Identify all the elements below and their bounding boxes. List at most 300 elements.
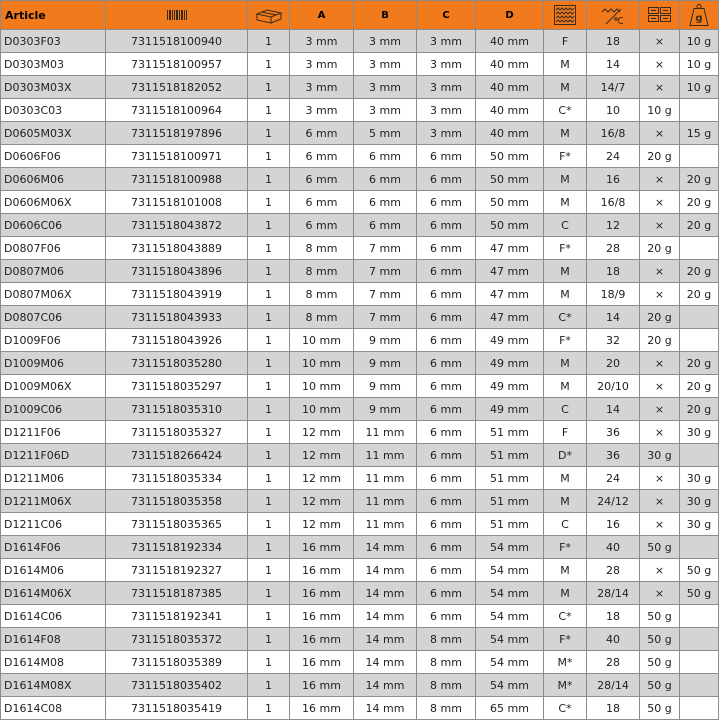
quantity-cell: 1 (248, 306, 290, 329)
table-row (1, 375, 719, 398)
ean-cell: 7311518182052 (106, 76, 248, 99)
article-cell: D0807M06X (1, 283, 106, 306)
pattern-cell: × (640, 191, 680, 214)
ean-cell: 7311518100940 (106, 30, 248, 53)
weight-cell: 10 g (680, 30, 719, 53)
weight-cell (680, 628, 719, 651)
dimension-a-cell: 3 mm (290, 30, 354, 53)
quantity-cell: 1 (248, 30, 290, 53)
pattern-cell: × (640, 214, 680, 237)
type-cell: M (544, 490, 587, 513)
dimension-c-cell: 6 mm (417, 559, 476, 582)
header-d: D (476, 1, 544, 30)
article-cell: D1614M06 (1, 559, 106, 582)
temperature-cell: 24/12 (587, 490, 640, 513)
type-cell: C (544, 398, 587, 421)
dimension-b-cell: 7 mm (354, 260, 417, 283)
temperature-cell: 28 (587, 651, 640, 674)
dimension-a-cell: 8 mm (290, 237, 354, 260)
dimension-d-cell: 51 mm (476, 467, 544, 490)
dimension-a-cell: 6 mm (290, 214, 354, 237)
temperature-cell: 36 (587, 421, 640, 444)
pattern-cell: 20 g (640, 306, 680, 329)
article-cell: D1614M06X (1, 582, 106, 605)
weight-cell: 20 g (680, 283, 719, 306)
temperature-cell: 16/8 (587, 191, 640, 214)
dimension-a-cell: 16 mm (290, 605, 354, 628)
dimension-b-cell: 11 mm (354, 444, 417, 467)
dimension-b-cell: 5 mm (354, 122, 417, 145)
article-cell: D1211C06 (1, 513, 106, 536)
pattern-cell: × (640, 283, 680, 306)
dimension-a-cell: 12 mm (290, 467, 354, 490)
dimension-c-cell: 3 mm (417, 30, 476, 53)
ean-cell: 7311518035334 (106, 467, 248, 490)
dimension-d-cell: 50 mm (476, 168, 544, 191)
dimension-b-cell: 11 mm (354, 490, 417, 513)
quantity-cell: 1 (248, 697, 290, 720)
ean-cell: 7311518192327 (106, 559, 248, 582)
quantity-cell: 1 (248, 352, 290, 375)
dimension-b-cell: 9 mm (354, 375, 417, 398)
article-cell: D0303C03 (1, 99, 106, 122)
temperature-cell: 18 (587, 697, 640, 720)
quantity-cell: 1 (248, 168, 290, 191)
dimension-a-cell: 16 mm (290, 582, 354, 605)
weight-cell: 15 g (680, 122, 719, 145)
dimension-b-cell: 3 mm (354, 53, 417, 76)
table-body (1, 30, 719, 720)
article-cell: D1009C06 (1, 398, 106, 421)
ean-cell: 7311518035372 (106, 628, 248, 651)
weight-cell (680, 697, 719, 720)
quantity-cell: 1 (248, 421, 290, 444)
table-row (1, 191, 719, 214)
ean-cell: 7311518035297 (106, 375, 248, 398)
temperature-cell: 16 (587, 513, 640, 536)
article-cell: D0606F06 (1, 145, 106, 168)
dimension-c-cell: 8 mm (417, 697, 476, 720)
header-b: B (354, 1, 417, 30)
dimension-a-cell: 16 mm (290, 536, 354, 559)
pattern-cell: × (640, 168, 680, 191)
pattern-cell: × (640, 76, 680, 99)
dimension-b-cell: 11 mm (354, 513, 417, 536)
weight-cell: 20 g (680, 168, 719, 191)
pattern-cell: × (640, 467, 680, 490)
dimension-c-cell: 8 mm (417, 628, 476, 651)
ean-cell: 7311518100957 (106, 53, 248, 76)
table-row (1, 421, 719, 444)
type-cell: M (544, 283, 587, 306)
dimension-b-cell: 11 mm (354, 467, 417, 490)
dimension-c-cell: 6 mm (417, 283, 476, 306)
dimension-d-cell: 40 mm (476, 30, 544, 53)
dimension-d-cell: 50 mm (476, 214, 544, 237)
type-cell: F (544, 30, 587, 53)
dimension-a-cell: 3 mm (290, 53, 354, 76)
dimension-a-cell: 6 mm (290, 191, 354, 214)
weight-cell: 20 g (680, 191, 719, 214)
dimension-d-cell: 40 mm (476, 53, 544, 76)
dimension-a-cell: 10 mm (290, 398, 354, 421)
temperature-cell: 12 (587, 214, 640, 237)
weight-cell (680, 306, 719, 329)
table-row (1, 237, 719, 260)
dimension-a-cell: 10 mm (290, 329, 354, 352)
pattern-cell: 50 g (640, 697, 680, 720)
article-cell: D0303M03 (1, 53, 106, 76)
article-cell: D0807F06 (1, 237, 106, 260)
quantity-cell: 1 (248, 53, 290, 76)
dimension-c-cell: 6 mm (417, 191, 476, 214)
temperature-cell: 36 (587, 444, 640, 467)
pattern-cell: 10 g (640, 99, 680, 122)
quantity-cell: 1 (248, 490, 290, 513)
weight-cell: 20 g (680, 375, 719, 398)
dimension-c-cell: 6 mm (417, 214, 476, 237)
quantity-cell: 1 (248, 260, 290, 283)
type-cell: M (544, 168, 587, 191)
quantity-cell: 1 (248, 651, 290, 674)
temperature-cell: 16/8 (587, 122, 640, 145)
article-cell: D0606C06 (1, 214, 106, 237)
table-row (1, 30, 719, 53)
article-cell: D1614F08 (1, 628, 106, 651)
ean-cell: 7311518100964 (106, 99, 248, 122)
weight-cell (680, 444, 719, 467)
dimension-a-cell: 16 mm (290, 559, 354, 582)
article-cell: D1009M06 (1, 352, 106, 375)
article-cell: D1009M06X (1, 375, 106, 398)
article-cell: D1009F06 (1, 329, 106, 352)
temperature-cell: 32 (587, 329, 640, 352)
dimension-c-cell: 6 mm (417, 513, 476, 536)
table-row (1, 122, 719, 145)
dimension-d-cell: 54 mm (476, 605, 544, 628)
weight-cell (680, 536, 719, 559)
dimension-a-cell: 16 mm (290, 697, 354, 720)
temperature-cell: 20 (587, 352, 640, 375)
dimension-c-cell: 6 mm (417, 168, 476, 191)
weight-cell: 30 g (680, 421, 719, 444)
type-cell: F* (544, 628, 587, 651)
dimension-b-cell: 14 mm (354, 651, 417, 674)
temperature-cell: 40 (587, 536, 640, 559)
dimension-b-cell: 11 mm (354, 421, 417, 444)
pattern-cell: × (640, 513, 680, 536)
pattern-cell: 50 g (640, 605, 680, 628)
quantity-cell: 1 (248, 76, 290, 99)
dimension-c-cell: 3 mm (417, 53, 476, 76)
dimension-c-cell: 8 mm (417, 674, 476, 697)
dimension-b-cell: 14 mm (354, 559, 417, 582)
dimension-a-cell: 6 mm (290, 122, 354, 145)
temperature-cell: 28/14 (587, 582, 640, 605)
pattern-cell: × (640, 421, 680, 444)
ean-cell: 7311518100988 (106, 168, 248, 191)
table-row (1, 513, 719, 536)
pattern-cell: × (640, 375, 680, 398)
temperature-cell: 14 (587, 53, 640, 76)
quantity-cell: 1 (248, 398, 290, 421)
type-cell: F (544, 421, 587, 444)
pattern-cell: 20 g (640, 237, 680, 260)
ean-cell: 7311518043926 (106, 329, 248, 352)
dimension-b-cell: 9 mm (354, 329, 417, 352)
dimension-d-cell: 51 mm (476, 513, 544, 536)
dimension-c-cell: 3 mm (417, 99, 476, 122)
weight-cell: 30 g (680, 467, 719, 490)
table-row (1, 168, 719, 191)
temperature-cell: 18 (587, 30, 640, 53)
pattern-cell: 30 g (640, 444, 680, 467)
pattern-cell: 20 g (640, 329, 680, 352)
quantity-cell: 1 (248, 582, 290, 605)
article-cell: D1614M08 (1, 651, 106, 674)
temperature-cell: 18 (587, 260, 640, 283)
table-row (1, 329, 719, 352)
dimension-a-cell: 6 mm (290, 145, 354, 168)
type-cell: F* (544, 536, 587, 559)
pattern-cell: × (640, 490, 680, 513)
quantity-cell: 1 (248, 559, 290, 582)
dimension-a-cell: 16 mm (290, 628, 354, 651)
quantity-cell: 1 (248, 283, 290, 306)
header-temperature (587, 1, 640, 30)
dimension-d-cell: 51 mm (476, 490, 544, 513)
dimension-b-cell: 14 mm (354, 536, 417, 559)
table-row (1, 76, 719, 99)
pattern-cell: × (640, 352, 680, 375)
weight-cell: 30 g (680, 490, 719, 513)
type-cell: M (544, 559, 587, 582)
temperature-cell: 18 (587, 605, 640, 628)
dimension-d-cell: 40 mm (476, 99, 544, 122)
table-row (1, 306, 719, 329)
weight-icon (686, 3, 712, 27)
dimension-b-cell: 6 mm (354, 168, 417, 191)
weight-cell (680, 145, 719, 168)
table-row (1, 283, 719, 306)
header-a: A (290, 1, 354, 30)
dimension-b-cell: 6 mm (354, 214, 417, 237)
dimension-c-cell: 6 mm (417, 237, 476, 260)
pattern-cell: 20 g (640, 145, 680, 168)
table-row (1, 490, 719, 513)
weight-cell (680, 329, 719, 352)
weight-cell: 10 g (680, 53, 719, 76)
table-row (1, 628, 719, 651)
dimension-d-cell: 47 mm (476, 260, 544, 283)
dimension-b-cell: 14 mm (354, 674, 417, 697)
ean-cell: 7311518192341 (106, 605, 248, 628)
dimension-a-cell: 12 mm (290, 513, 354, 536)
weight-cell: 10 g (680, 76, 719, 99)
dimension-a-cell: 16 mm (290, 651, 354, 674)
weight-cell: 50 g (680, 559, 719, 582)
article-cell: D0807C06 (1, 306, 106, 329)
weight-cell: 20 g (680, 260, 719, 283)
quantity-cell: 1 (248, 444, 290, 467)
article-cell: D0303M03X (1, 76, 106, 99)
pattern-cell: 50 g (640, 628, 680, 651)
dimension-c-cell: 6 mm (417, 352, 476, 375)
table-row (1, 99, 719, 122)
temperature-icon (600, 4, 626, 26)
ean-cell: 7311518043933 (106, 306, 248, 329)
dimension-a-cell: 8 mm (290, 260, 354, 283)
dimension-c-cell: 8 mm (417, 651, 476, 674)
temperature-cell: 16 (587, 168, 640, 191)
quantity-cell: 1 (248, 375, 290, 398)
type-cell: C* (544, 697, 587, 720)
ean-cell: 7311518035358 (106, 490, 248, 513)
dimension-d-cell: 40 mm (476, 76, 544, 99)
table-row (1, 214, 719, 237)
weight-cell: 20 g (680, 352, 719, 375)
table-row (1, 444, 719, 467)
ean-cell: 7311518197896 (106, 122, 248, 145)
barcode-icon (166, 9, 188, 21)
article-cell: D0605M03X (1, 122, 106, 145)
dimension-a-cell: 3 mm (290, 99, 354, 122)
table-header (1, 1, 719, 30)
temperature-cell: 14/7 (587, 76, 640, 99)
type-cell: M (544, 76, 587, 99)
dimension-c-cell: 6 mm (417, 536, 476, 559)
header-pattern (640, 1, 680, 30)
type-cell: M (544, 375, 587, 398)
temperature-cell: 18/9 (587, 283, 640, 306)
dimension-c-cell: 3 mm (417, 122, 476, 145)
article-cell: D1211F06 (1, 421, 106, 444)
dimension-a-cell: 16 mm (290, 674, 354, 697)
weight-cell (680, 237, 719, 260)
temperature-cell: 28 (587, 237, 640, 260)
dimension-d-cell: 49 mm (476, 375, 544, 398)
quantity-cell: 1 (248, 122, 290, 145)
dimension-d-cell: 50 mm (476, 145, 544, 168)
type-cell: C (544, 513, 587, 536)
quantity-cell: 1 (248, 329, 290, 352)
dimension-d-cell: 47 mm (476, 237, 544, 260)
dimension-b-cell: 3 mm (354, 76, 417, 99)
pattern-cell: × (640, 559, 680, 582)
dimension-d-cell: 54 mm (476, 674, 544, 697)
dimension-b-cell: 14 mm (354, 697, 417, 720)
quantity-cell: 1 (248, 237, 290, 260)
pattern-grid-icon (647, 6, 673, 24)
dimension-d-cell: 50 mm (476, 191, 544, 214)
type-cell: M (544, 122, 587, 145)
temperature-cell: 28/14 (587, 674, 640, 697)
pattern-cell: 50 g (640, 536, 680, 559)
ean-cell: 7311518043896 (106, 260, 248, 283)
table-row (1, 697, 719, 720)
ean-cell: 7311518035280 (106, 352, 248, 375)
pattern-cell: 50 g (640, 674, 680, 697)
dimension-d-cell: 54 mm (476, 582, 544, 605)
weight-cell: 20 g (680, 398, 719, 421)
ean-cell: 7311518035327 (106, 421, 248, 444)
header-c: C (417, 1, 476, 30)
temperature-cell: 14 (587, 398, 640, 421)
type-cell: C* (544, 605, 587, 628)
dimension-b-cell: 9 mm (354, 398, 417, 421)
table-row (1, 605, 719, 628)
quantity-cell: 1 (248, 191, 290, 214)
type-cell: M* (544, 674, 587, 697)
temperature-cell: 14 (587, 306, 640, 329)
table-row (1, 53, 719, 76)
article-cell: D0303F03 (1, 30, 106, 53)
quantity-cell: 1 (248, 513, 290, 536)
type-cell: C* (544, 306, 587, 329)
temperature-cell: 20/10 (587, 375, 640, 398)
header-article: Article (1, 1, 106, 30)
temperature-cell: 24 (587, 145, 640, 168)
dimension-c-cell: 6 mm (417, 582, 476, 605)
pattern-cell: × (640, 260, 680, 283)
pattern-cell: × (640, 30, 680, 53)
type-cell: M* (544, 651, 587, 674)
article-cell: D1614F06 (1, 536, 106, 559)
table-row (1, 536, 719, 559)
dimension-d-cell: 49 mm (476, 398, 544, 421)
article-cell: D1211M06X (1, 490, 106, 513)
dimension-c-cell: 6 mm (417, 329, 476, 352)
type-cell: M (544, 352, 587, 375)
dimension-b-cell: 3 mm (354, 30, 417, 53)
header-row (1, 1, 719, 30)
temperature-cell: 10 (587, 99, 640, 122)
article-cell: D0807M06 (1, 260, 106, 283)
ean-cell: 7311518035310 (106, 398, 248, 421)
dimension-c-cell: 6 mm (417, 145, 476, 168)
table-row (1, 398, 719, 421)
table-row (1, 582, 719, 605)
pattern-cell: × (640, 582, 680, 605)
quantity-cell: 1 (248, 605, 290, 628)
ean-cell: 7311518101008 (106, 191, 248, 214)
type-cell: C (544, 214, 587, 237)
type-cell: M (544, 191, 587, 214)
type-cell: C* (544, 99, 587, 122)
type-cell: D* (544, 444, 587, 467)
dimension-d-cell: 47 mm (476, 283, 544, 306)
article-cell: D1211M06 (1, 467, 106, 490)
weight-cell (680, 99, 719, 122)
weight-cell (680, 651, 719, 674)
quantity-cell: 1 (248, 467, 290, 490)
ean-cell: 7311518035402 (106, 674, 248, 697)
ean-cell: 7311518035365 (106, 513, 248, 536)
dimension-c-cell: 6 mm (417, 467, 476, 490)
dimension-a-cell: 10 mm (290, 352, 354, 375)
ean-cell: 7311518035419 (106, 697, 248, 720)
weight-cell: 50 g (680, 582, 719, 605)
table-row (1, 260, 719, 283)
article-cell: D1614M08X (1, 674, 106, 697)
article-cell: D0606M06X (1, 191, 106, 214)
dimension-b-cell: 7 mm (354, 237, 417, 260)
dimension-a-cell: 12 mm (290, 490, 354, 513)
type-cell: M (544, 582, 587, 605)
pattern-cell: × (640, 53, 680, 76)
dimension-b-cell: 14 mm (354, 628, 417, 651)
dimension-a-cell: 10 mm (290, 375, 354, 398)
